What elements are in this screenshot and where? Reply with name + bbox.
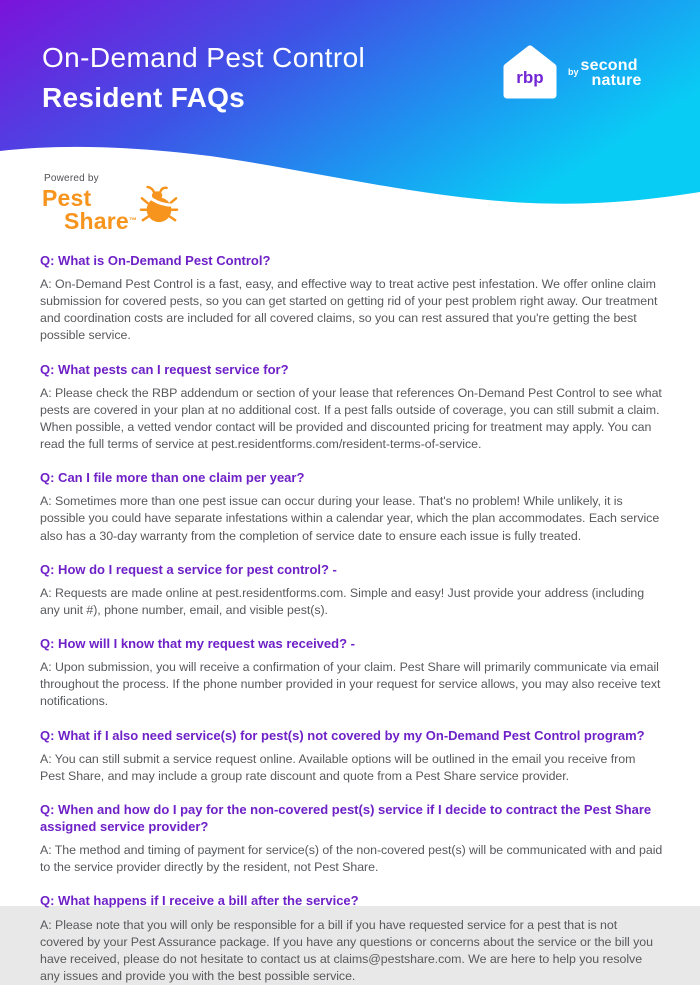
faq-question: Q: When and how do I pay for the non-covered pest(s) service if I decide to contract the Pest Share assigned service provider? [40, 801, 652, 835]
faq-question: Q: How will I know that my request was received? - [40, 636, 355, 652]
faq-item-7 [40, 801, 663, 877]
faq-item-6 [40, 727, 663, 785]
trademark-symbol: ™ [128, 215, 138, 225]
faq-question: Q: What if I also need service(s) for pest(s) not covered by my On-Demand Pest Control program? [40, 727, 645, 743]
brand-word-pest: Pest [42, 185, 92, 211]
rbp-second-nature-logo [501, 42, 642, 104]
faq-item-1 [40, 252, 663, 345]
pest-share-logo [42, 173, 178, 232]
pest-share-wordmark [42, 187, 178, 232]
faq-answer: A: You can still submit a service request online. Available options will be outlined in the email you receive from Pest Share, and may include a group rate discount and quote from a Pest Share service provider. [40, 751, 636, 783]
faq-answer: A: Sometimes more than one pest issue can occur during your lease. That's no problem! While unlikely, it is possible you could have separate infestations within a calendar year, which the plan accommodates. Each service also has a 30-day warranty from the completion of service date to ensure each issue is fully treated. [40, 494, 660, 543]
by-label: by [568, 66, 579, 77]
header-title-block [42, 42, 365, 114]
brand-word-second: second [580, 56, 638, 74]
faq-item-5 [40, 635, 663, 710]
faq-item-8 [40, 892, 663, 985]
faq-answer: A: Upon submission, you will receive a confirmation of your claim. Pest Share will primarily communicate via email throughout the process. If the phone number provided in your request for service allows, you may also receive text notifications. [40, 660, 661, 709]
faq-item-4 [40, 561, 663, 619]
faq-answer: A: Requests are made online at pest.residentforms.com. Simple and easy! Just provide your address (including any unit #), phone number, email, and visible pest(s). [40, 585, 645, 617]
bug-icon [140, 183, 178, 227]
faq-answer: A: On-Demand Pest Control is a fast, easy, and effective way to treat active pest infestation. We offer online claim submission for covered pests, so you can get started on getting rid of your pest problem right away. Our treatment and coordination costs are included for all covered claims, so you can rest assured that you're getting the best possible service. [40, 277, 658, 343]
brand-word-share: Share™ [64, 207, 138, 234]
faq-answer: A: Please note that you will only be responsible for a bill if you have requested service for a pest that is not covered by your Pest Assurance package. If you have any questions or concerns about the service or the bill you have received, please do not hesitate to contact us at claims@pestshare.com. We are here to help you resolve any issues and provide you with the best possible service. [40, 917, 653, 983]
faq-question: Q: What is On-Demand Pest Control? [40, 253, 271, 268]
brand-word-nature: nature [591, 72, 642, 89]
page-subtitle: Resident FAQs [42, 82, 246, 113]
faq-question: Q: Can I file more than one claim per year? [40, 470, 305, 486]
faq-answer: A: Please check the RBP addendum or section of your lease that references On-Demand Pest Control to see what pests are covered in your plan at no additional cost. If a pest falls outside of coverage, you can still submit a claim. When possible, a vetted vendor contact will be provided and discounted pricing for treatment may apply. You can read the full terms of service at pest.residentforms.com/resident-terms-of-service. [40, 385, 662, 452]
faq-list [40, 250, 663, 985]
faq-answer: A: The method and timing of payment for service(s) of the non-covered pest(s) will be communicated with and paid to the service provider directly by the resident, not Pest Share. [40, 843, 663, 875]
second-nature-wordmark [568, 58, 642, 88]
faq-question: Q: What pests can I request service for? [40, 361, 289, 377]
faq-question: Q: How do I request a service for pest control? - [40, 561, 337, 577]
faq-question: Q: What happens if I receive a bill after the service? [40, 893, 359, 909]
rbp-house-icon [501, 42, 559, 104]
page-title: On-Demand Pest Control [42, 42, 366, 73]
faq-item-3 [40, 469, 663, 544]
second-nature-stack [581, 58, 642, 88]
rbp-logo-text: rbp [516, 68, 544, 87]
faq-item-2 [40, 361, 663, 454]
powered-by-label: Powered by [44, 173, 99, 184]
